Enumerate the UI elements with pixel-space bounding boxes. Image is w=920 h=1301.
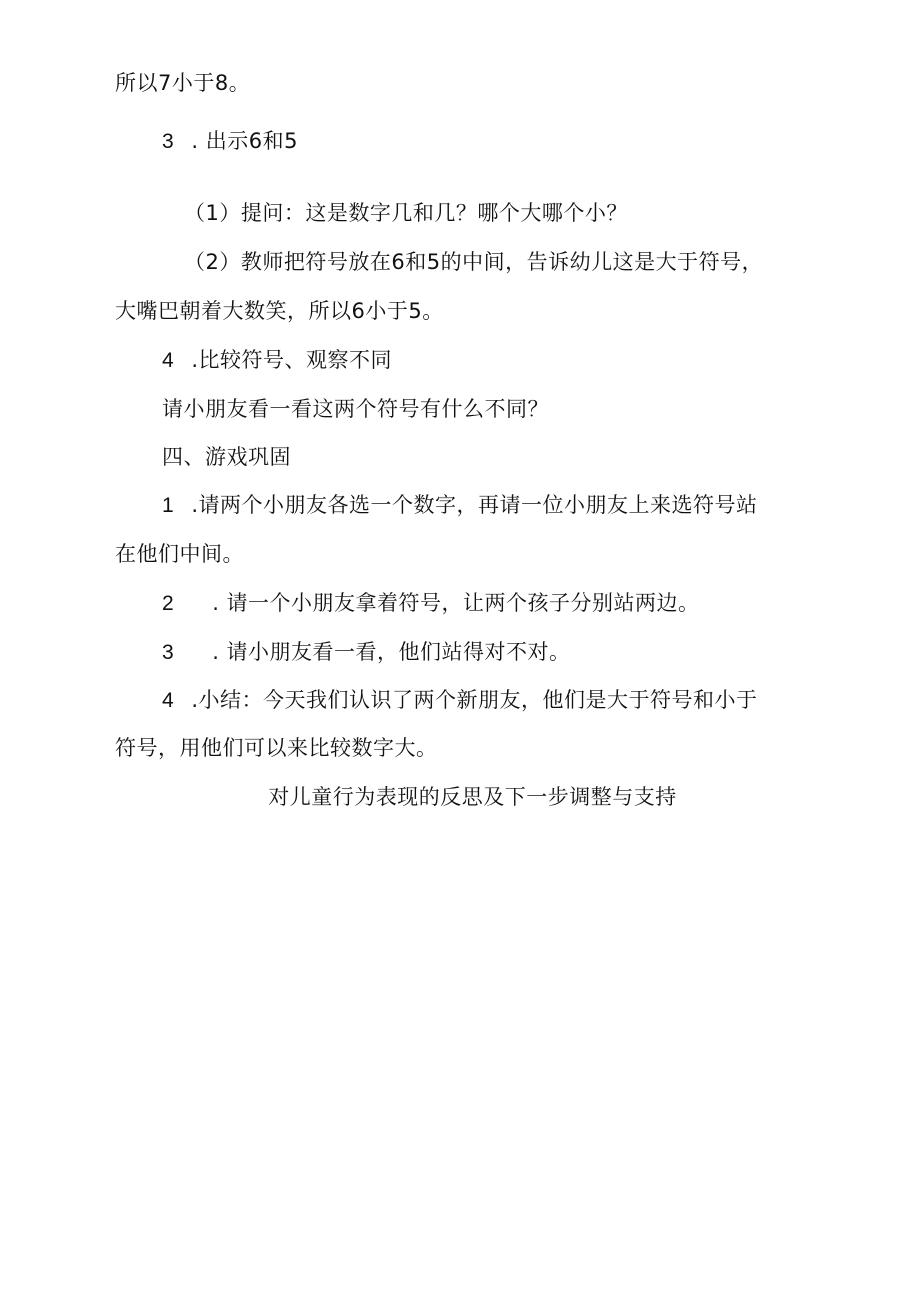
text-line xyxy=(115,540,244,568)
list-item xyxy=(184,248,763,276)
item-text: （2）教师把符号放在6和5的中间，告诉幼儿这是大于符号， xyxy=(184,250,764,274)
line-text: 在他们中间。 xyxy=(115,542,244,566)
text-line xyxy=(115,297,444,325)
item-text: .请两个小朋友各选一个数字，再请一位小朋友上来选符号站 xyxy=(191,493,758,517)
list-item xyxy=(162,491,758,520)
item-number: 3 xyxy=(162,641,175,664)
list-item xyxy=(162,589,700,618)
item-text: .比较符号、观察不同 xyxy=(191,348,393,372)
text-line xyxy=(115,734,438,762)
item-number: 4 xyxy=(162,689,175,712)
section-heading xyxy=(162,443,291,471)
line-text: 大嘴巴朝着大数笑，所以6小于5。 xyxy=(115,299,444,323)
list-item xyxy=(184,199,628,227)
line-text: 请小朋友看一看这两个符号有什么不同？ xyxy=(162,397,549,421)
item-number: 3 xyxy=(162,130,175,153)
text-line xyxy=(162,395,549,423)
list-item xyxy=(162,127,298,156)
item-number: 1 xyxy=(162,494,175,517)
item-text: . 出示6和5 xyxy=(191,129,298,153)
item-text: . 请一个小朋友拿着符号，让两个孩子分别站两边。 xyxy=(212,591,700,615)
list-item xyxy=(162,638,571,667)
item-number: 4 xyxy=(162,349,175,372)
item-number: 2 xyxy=(162,592,175,615)
item-text: （1）提问：这是数字几和几？哪个大哪个小？ xyxy=(184,201,628,225)
text-line xyxy=(115,69,250,97)
section-title xyxy=(0,783,920,811)
title-text: 对儿童行为表现的反思及下一步调整与支持 xyxy=(268,785,677,809)
line-text: 符号，用他们可以来比较数字大。 xyxy=(115,736,438,760)
item-text: .小结：今天我们认识了两个新朋友，他们是大于符号和小于 xyxy=(191,688,758,712)
line-text: 所以7小于8。 xyxy=(115,71,251,95)
item-text: . 请小朋友看一看，他们站得对不对。 xyxy=(212,640,571,664)
heading-text: 四、游戏巩固 xyxy=(162,445,291,469)
list-item xyxy=(162,346,392,375)
list-item xyxy=(162,686,758,715)
